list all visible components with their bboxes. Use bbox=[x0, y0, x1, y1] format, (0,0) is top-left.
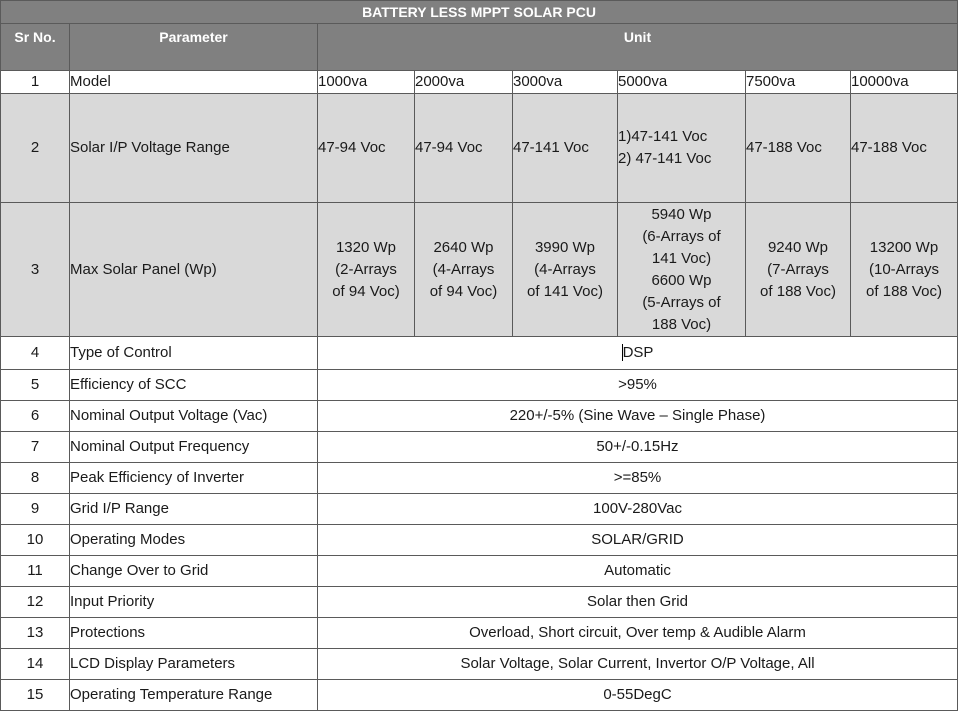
panel-cell bbox=[746, 203, 851, 337]
cell-line: 188 Voc) bbox=[651, 315, 712, 333]
sr-cell: 2 bbox=[1, 94, 70, 203]
value-cell: >95% bbox=[318, 370, 958, 401]
parameter-cell: Max Solar Panel (Wp) bbox=[70, 203, 318, 337]
cell-line: 3990 Wp bbox=[534, 238, 596, 256]
table-row bbox=[1, 370, 958, 401]
model-cell: 3000va bbox=[513, 71, 618, 94]
voltage-cell bbox=[851, 94, 958, 203]
cell-line: 47-94 Voc bbox=[415, 139, 483, 156]
cell-line: 2) 47-141 Voc bbox=[618, 150, 712, 167]
sr-cell: 3 bbox=[1, 203, 70, 337]
voltage-cell bbox=[415, 94, 513, 203]
cell-line: 47-188 Voc bbox=[851, 139, 927, 156]
panel-cell bbox=[415, 203, 513, 337]
parameter-cell: Nominal Output Frequency bbox=[70, 432, 318, 463]
model-cell: 2000va bbox=[415, 71, 513, 94]
cell-line: of 188 Voc) bbox=[760, 282, 836, 300]
table-row bbox=[1, 680, 958, 711]
voltage-cell bbox=[618, 94, 746, 203]
cell-line: 141 Voc) bbox=[651, 249, 712, 267]
parameter-cell: Type of Control bbox=[70, 337, 318, 370]
table-row bbox=[1, 337, 958, 370]
parameter-cell: Operating Temperature Range bbox=[70, 680, 318, 711]
model-cell: 5000va bbox=[618, 71, 746, 94]
table-row-model bbox=[1, 71, 958, 94]
value-cell: 100V-280Vac bbox=[318, 494, 958, 525]
parameter-cell: Solar I/P Voltage Range bbox=[70, 94, 318, 203]
table-row bbox=[1, 587, 958, 618]
sr-cell: 1 bbox=[1, 71, 70, 94]
cell-line: of 188 Voc) bbox=[866, 282, 942, 300]
parameter-cell: Change Over to Grid bbox=[70, 556, 318, 587]
sr-cell: 5 bbox=[1, 370, 70, 401]
cell-line: 47-94 Voc bbox=[318, 139, 386, 156]
parameter-cell: Model bbox=[70, 71, 318, 94]
sr-cell: 4 bbox=[1, 337, 70, 370]
sr-cell: 10 bbox=[1, 525, 70, 556]
sr-cell: 15 bbox=[1, 680, 70, 711]
cell-line: (4-Arrays bbox=[534, 260, 596, 278]
value-cell: Solar Voltage, Solar Current, Invertor O/P Voltage, All bbox=[318, 649, 958, 680]
table-row bbox=[1, 432, 958, 463]
value-cell: Overload, Short circuit, Over temp & Audible Alarm bbox=[318, 618, 958, 649]
cell-line: (2-Arrays bbox=[335, 260, 397, 278]
sr-cell: 9 bbox=[1, 494, 70, 525]
parameter-cell: Protections bbox=[70, 618, 318, 649]
header-parameter: Parameter bbox=[70, 24, 318, 71]
cell-line: (4-Arrays bbox=[432, 260, 495, 278]
value-cell: Automatic bbox=[318, 556, 958, 587]
sr-cell: 12 bbox=[1, 587, 70, 618]
cell-line: 47-141 Voc bbox=[513, 139, 589, 156]
value-cell: Solar then Grid bbox=[318, 587, 958, 618]
header-row bbox=[1, 24, 958, 71]
value-cell bbox=[318, 337, 958, 370]
sr-cell: 14 bbox=[1, 649, 70, 680]
cell-line: (10-Arrays bbox=[868, 260, 939, 278]
table-row bbox=[1, 618, 958, 649]
panel-cell bbox=[618, 203, 746, 337]
cell-line: (7-Arrays bbox=[767, 260, 829, 278]
title-row bbox=[1, 1, 958, 24]
model-cell: 10000va bbox=[851, 71, 958, 94]
parameter-cell: Input Priority bbox=[70, 587, 318, 618]
cell-line: (5-Arrays of bbox=[642, 293, 721, 311]
cell-line: 9240 Wp bbox=[767, 238, 829, 256]
sr-cell: 7 bbox=[1, 432, 70, 463]
parameter-cell: LCD Display Parameters bbox=[70, 649, 318, 680]
header-sr-no: Sr No. bbox=[1, 24, 70, 71]
parameter-cell: Peak Efficiency of Inverter bbox=[70, 463, 318, 494]
table-row-solar-ip bbox=[1, 94, 958, 203]
table-row bbox=[1, 525, 958, 556]
value-cell: 0-55DegC bbox=[318, 680, 958, 711]
cell-line: of 141 Voc) bbox=[527, 282, 603, 300]
voltage-cell bbox=[746, 94, 851, 203]
value-cell: SOLAR/GRID bbox=[318, 525, 958, 556]
cell-line: of 94 Voc) bbox=[332, 282, 400, 300]
sr-cell: 13 bbox=[1, 618, 70, 649]
sr-cell: 11 bbox=[1, 556, 70, 587]
sr-cell: 6 bbox=[1, 401, 70, 432]
parameter-cell: Grid I/P Range bbox=[70, 494, 318, 525]
model-cell: 1000va bbox=[318, 71, 415, 94]
cell-line: 1)47-141 Voc bbox=[618, 128, 708, 145]
cell-line: of 94 Voc) bbox=[429, 282, 498, 300]
table-row bbox=[1, 401, 958, 432]
table-title: BATTERY LESS MPPT SOLAR PCU bbox=[1, 1, 958, 24]
cell-line: 6600 Wp bbox=[651, 271, 712, 289]
panel-cell bbox=[513, 203, 618, 337]
header-unit: Unit bbox=[318, 24, 958, 71]
table-row bbox=[1, 463, 958, 494]
cell-line: 13200 Wp bbox=[869, 238, 939, 256]
value-cell: 50+/-0.15Hz bbox=[318, 432, 958, 463]
panel-cell bbox=[851, 203, 958, 337]
table-row-max-panel bbox=[1, 203, 958, 337]
panel-cell bbox=[318, 203, 415, 337]
voltage-cell bbox=[318, 94, 415, 203]
model-cell: 7500va bbox=[746, 71, 851, 94]
parameter-cell: Operating Modes bbox=[70, 525, 318, 556]
parameter-cell: Nominal Output Voltage (Vac) bbox=[70, 401, 318, 432]
table-row bbox=[1, 494, 958, 525]
sr-cell: 8 bbox=[1, 463, 70, 494]
value-cell: 220+/-5% (Sine Wave – Single Phase) bbox=[318, 401, 958, 432]
cell-line: 5940 Wp bbox=[651, 205, 712, 223]
cell-line: 2640 Wp bbox=[433, 238, 494, 256]
table-row bbox=[1, 649, 958, 680]
cell-line: (6-Arrays of bbox=[642, 227, 721, 245]
voltage-cell bbox=[513, 94, 618, 203]
cell-line: 1320 Wp bbox=[335, 238, 397, 256]
value-cell: >=85% bbox=[318, 463, 958, 494]
cell-line: 47-188 Voc bbox=[746, 139, 822, 156]
value-text: DSP bbox=[622, 344, 654, 361]
table-row bbox=[1, 556, 958, 587]
parameter-cell: Efficiency of SCC bbox=[70, 370, 318, 401]
